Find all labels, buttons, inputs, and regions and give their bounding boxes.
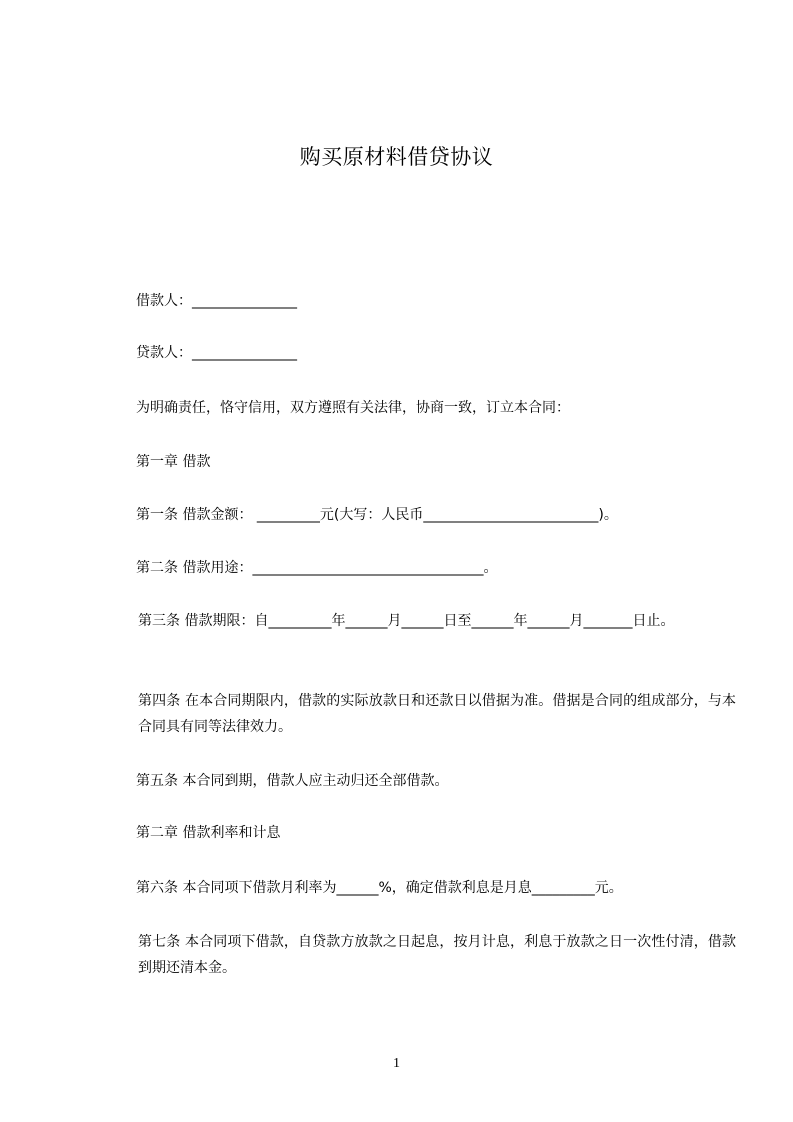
article-2: 第二条 借款用途：_________________________________。	[136, 560, 498, 576]
chapter-1-heading: 第一章 借款	[136, 454, 211, 470]
article-3: 第三条 借款期限：自_________年______月______日至______年______月_______日止。	[138, 613, 675, 629]
article-4: 第四条 在本合同期限内，借款的实际放款日和还款日以借据为准。借据是合同的组成部分，与本合同具有同等法律效力。	[138, 693, 736, 735]
article-7: 第七条 本合同项下借款，自贷款方放款之日起息，按月计息，利息于放款之日一次性付清，借款到期还清本金。	[138, 934, 736, 976]
chapter-2-heading: 第二章 借款利率和计息	[136, 825, 281, 841]
article-1: 第一条 借款金额： _________元(大写：人民币_________________________)。	[136, 507, 618, 523]
article-5: 第五条 本合同到期，借款人应主动归还全部借款。	[136, 773, 449, 789]
lender-line: 贷款人：_______________	[136, 345, 297, 361]
preamble: 为明确责任，恪守信用，双方遵照有关法律，协商一致，订立本合同：	[136, 400, 570, 416]
borrower-line: 借款人：_______________	[136, 293, 297, 309]
page-number: 1	[393, 1056, 400, 1071]
document-title: 购买原材料借贷协议	[299, 145, 494, 169]
article-6: 第六条 本合同项下借款月利率为______%，确定借款利息是月息_________元。	[136, 880, 623, 896]
